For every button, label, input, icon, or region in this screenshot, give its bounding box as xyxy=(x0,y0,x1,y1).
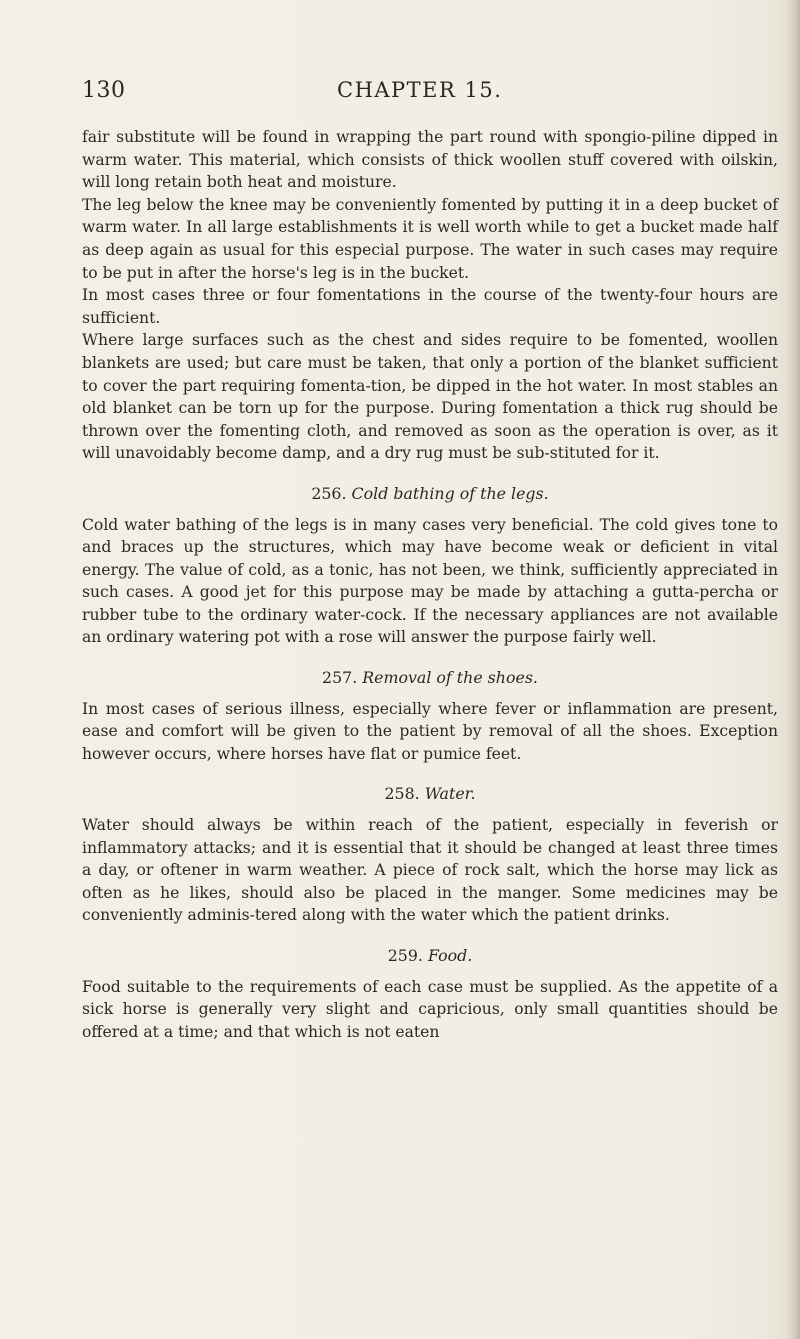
paragraph-fomentation-count: In most cases three or four fomentations in the course of the twenty-four hours are sufficient. xyxy=(82,286,778,327)
section-heading-257 xyxy=(82,667,778,690)
section-title-256: Cold bathing of the legs. xyxy=(351,483,549,503)
paragraph-water: Water should always be within reach of the patient, especially in feverish or inflammatory attacks; and it is essential that it should be changed at least three times a day, or oftener in warm weather. A piece of rock salt, which the horse may lick as often as he likes, should also be placed in the manger. Some medicines may be conveniently adminis-tered along with the water which the patient drinks. xyxy=(82,816,778,925)
section-heading-258 xyxy=(82,783,778,806)
running-head: CHAPTER 15. xyxy=(337,78,503,102)
paragraph-fomentation-spongiopiline: fair substitute will be found in wrapping the part round with spongio-piline dipped in warm water. This material, which consists of thick woollen stuff covered with oilskin, will long retain both heat and moisture. xyxy=(82,128,778,192)
paragraph-large-surfaces: Where large surfaces such as the chest and sides require to be fomented, woollen blankets are used; but care must be taken, that only a portion of the blanket sufficient to cover the part requiring fomenta-tion, be dipped in the hot water. In most stables an old blanket can be torn up for the purpose. During fomentation a thick rug should be thrown over the fomenting cloth, and removed as soon as the operation is over, as it will unavoidably become damp, and a dry rug must be sub-stituted for it. xyxy=(82,331,778,463)
page-number: 130 xyxy=(82,78,126,103)
section-number-256: 256. xyxy=(311,483,347,503)
paragraph-food: Food suitable to the requirements of each case must be supplied. As the appetite of a sick horse is generally very slight and capricious, only small quantities should be offered at a time; and that which is not eaten xyxy=(82,977,778,1041)
section-heading-256 xyxy=(82,483,778,506)
page-edge-shadow xyxy=(786,0,800,1339)
page-header xyxy=(82,78,782,108)
section-title-258: Water. xyxy=(424,784,476,804)
section-title-257: Removal of the shoes. xyxy=(362,668,538,688)
section-number-259: 259. xyxy=(387,946,423,965)
section-number-257: 257. xyxy=(322,668,358,688)
section-title-259: Food. xyxy=(427,946,473,965)
paragraph-removal-shoes: In most cases of serious illness, especially where fever or inflammation are present, ease and comfort will be given to the patient by removal of all the shoes. Exception however occurs, where horses have flat or pumice feet. xyxy=(82,699,778,763)
body-text xyxy=(82,126,778,1043)
paragraph-cold-bathing: Cold water bathing of the legs is in many cases very beneficial. The cold gives tone to and braces up the structures, which may have become weak or deficient in vital energy. The value of cold, as a tonic, has not been, we think, sufficiently appreciated in such cases. A good jet for this purpose may be made by attaching a gutta-percha or rubber tube to the ordinary water-cock. If the necessary appliances are not available an ordinary watering pot with a rose will answer the purpose fairly well. xyxy=(82,515,778,647)
paragraph-leg-bucket: The leg below the knee may be conveniently fomented by putting it in a deep bucket of warm water. In all large establishments it is well worth while to get a bucket made half as deep again as usual for this especial purpose. The water in such cases may require to be put in after the horse's leg is in the bucket. xyxy=(82,195,778,282)
section-number-258: 258. xyxy=(384,784,420,804)
section-heading-259 xyxy=(82,945,778,968)
